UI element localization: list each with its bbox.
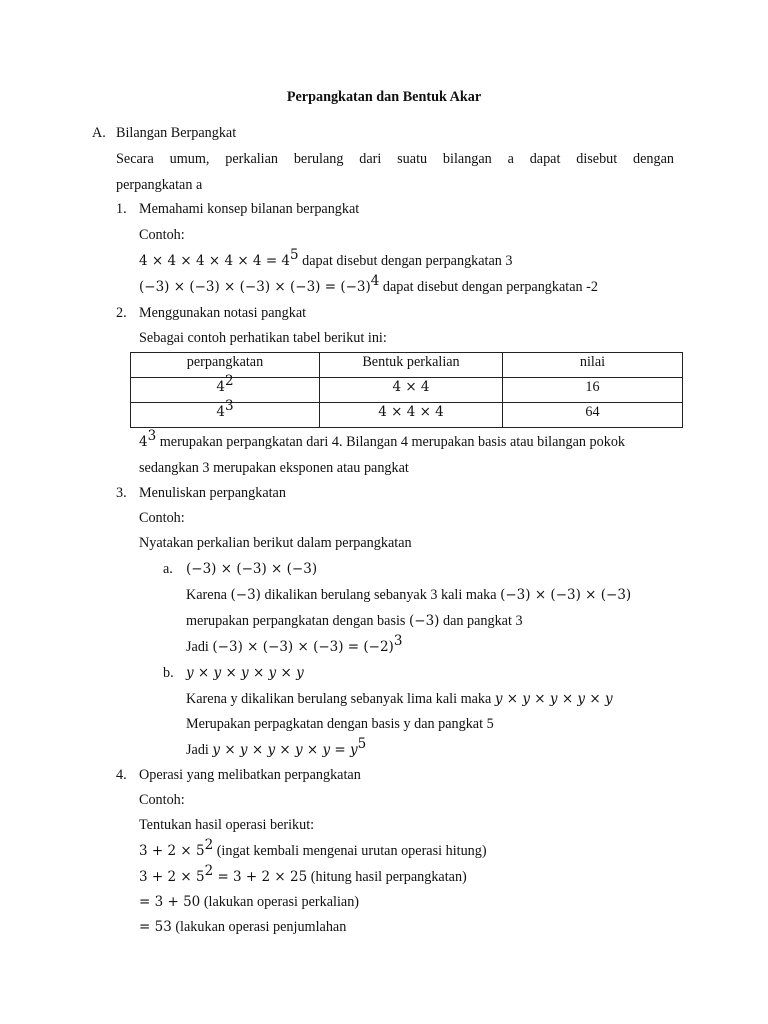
item-3a-expression: (−3) × (−3) × (−3) [186, 561, 318, 577]
table-cell-power: $4^2$ [131, 378, 320, 403]
exponent-table [130, 352, 683, 428]
section-a-intro-line-1: Secara umum, perkalian berulang dari suatu bilangan a dapat disebut dengan [116, 151, 674, 167]
page-title: Perpangkatan dan Bentuk Akar [286, 89, 482, 105]
item-4-lead: Tentukan hasil operasi berikut: [139, 817, 315, 833]
table-header: perpangkatan [131, 353, 320, 378]
table-header: Bentuk perkalian [320, 353, 503, 378]
item-3-heading: Menuliskan perpangkatan [139, 485, 286, 501]
table-row [131, 403, 683, 428]
item-1-heading: Memahami konsep bilanan berpangkat [139, 201, 360, 217]
section-a-marker: A. [92, 125, 106, 141]
example-2-exponent: 4 [370, 273, 380, 289]
table-header-row [131, 353, 683, 378]
item-4-number: 4. [116, 767, 127, 783]
item-3a-line-2: merupakan perpangkatan dengan basis (−3) dan pangkat 3 [186, 613, 523, 629]
example-1-text: dapat disebut dengan perpangkatan 3 [298, 253, 513, 269]
example-1-exponent: 5 [290, 247, 299, 263]
table-cell-value: 16 [503, 378, 683, 403]
table-cell-form: 4 × 4 [320, 378, 503, 403]
item-3b-line-2: Merupakan perpagkatan dengan basis y dan pangkat 5 [186, 716, 494, 732]
item-3a-line-1: Karena (−3) dikalikan berulang sebanyak 3 kali maka (−3) × (−3) × (−3) [186, 587, 632, 603]
item-1-contoh: Contoh: [139, 227, 185, 243]
note-exponent: 3 [147, 428, 157, 444]
item-4-step-4: = 53 (lakukan operasi penjumlahan [139, 919, 347, 935]
item-3b-line-1: Karena y dikalikan berulang sebanyak lima kali maka y × y × y × y × y [186, 691, 613, 707]
item-4-step-3: = 3 + 50 (lakukan operasi perkalian) [139, 894, 360, 910]
item-1-example-1 [139, 247, 513, 270]
item-3-contoh: Contoh: [139, 510, 185, 526]
item-3-lead: Nyatakan perkalian berikut dalam perpangkatan [139, 535, 412, 551]
item-2-heading: Menggunakan notasi pangkat [139, 305, 307, 321]
item-4-contoh: Contoh: [139, 792, 185, 808]
section-a-intro-line-2: perpangkatan a [116, 177, 203, 193]
item-2-note-line-1 [139, 428, 626, 451]
item-3b-expression: y × y × y × y × y [186, 665, 304, 681]
table-row [131, 378, 683, 403]
item-4-step-1: $3 + 2 \times 5^2$ (ingat kembali mengenai urutan operasi hitung) [139, 837, 487, 859]
item-1-example-2 [139, 273, 598, 296]
table-cell-value: 64 [503, 403, 683, 428]
item-4-step-2: $3 + 2 \times 5^2 = 3 + 2 \times 25$ (hitung hasil perpangkatan) [139, 863, 467, 885]
item-3b-line-3: Jadi $y \times y \times y \times y \times y = y^5$ [186, 736, 367, 758]
example-1-math: 4 × 4 × 4 × 4 × 4 = 4 [139, 253, 291, 269]
table-header: nilai [503, 353, 683, 378]
item-3a-marker: a. [163, 561, 173, 577]
item-3b-marker: b. [163, 665, 174, 681]
table-cell-power: $4^3$ [131, 403, 320, 428]
note-base: 4 [139, 434, 148, 450]
example-2-text: dapat disebut dengan perpangkatan -2 [379, 279, 598, 295]
section-a-heading: Bilangan Berpangkat [116, 125, 237, 141]
note-text: merupakan perpangkatan dari 4. Bilangan 4 merupakan basis atau bilangan pokok [156, 434, 626, 450]
item-2-note-line-2: sedangkan 3 merupakan eksponen atau pangkat [139, 460, 409, 476]
example-2-math: (−3) × (−3) × (−3) × (−3) = (−3) [139, 279, 371, 295]
item-2-number: 2. [116, 305, 127, 321]
item-2-lead: Sebagai contoh perhatikan tabel berikut ini: [139, 330, 387, 346]
item-1-number: 1. [116, 201, 127, 217]
item-3-number: 3. [116, 485, 127, 501]
item-4-heading: Operasi yang melibatkan perpangkatan [139, 767, 361, 783]
item-3a-line-3: Jadi $(-3) \times (-3) \times (-3) = (-2)^3$ [186, 633, 403, 655]
table-cell-form: 4 × 4 × 4 [320, 403, 503, 428]
